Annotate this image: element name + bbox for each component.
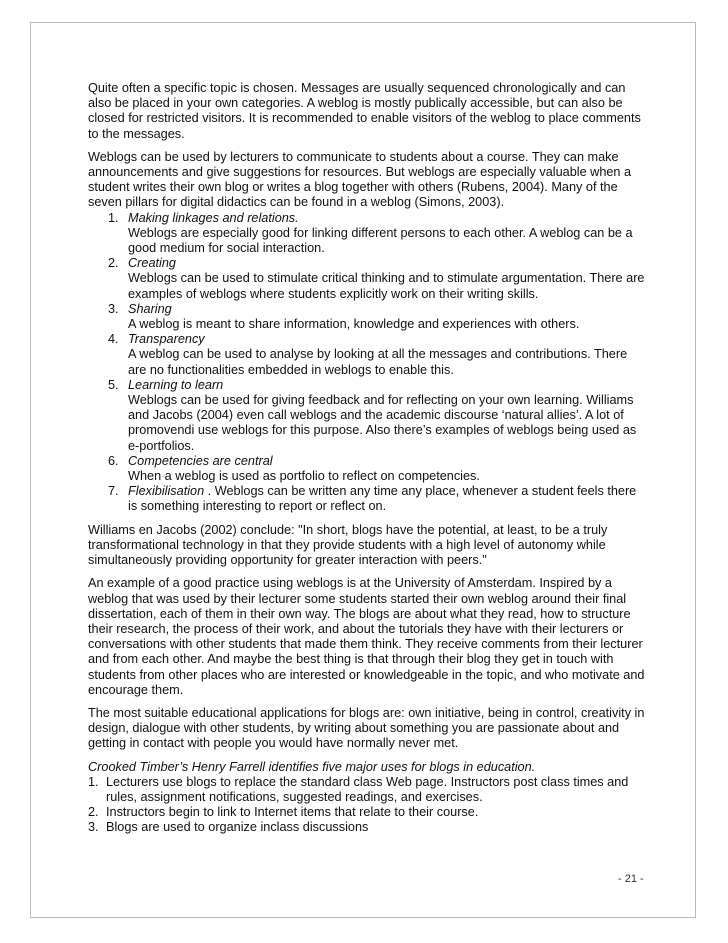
list-text: Blogs are used to organize inclass discussions bbox=[106, 820, 369, 835]
pillar-text: Weblogs can be used to stimulate critical thinking and to stimulate argumentation. There are examples of weblogs where students explicitly work on their writing skills. bbox=[128, 271, 645, 301]
paragraph-farrell: Crooked Timber’s Henry Farrell identifies five major uses for blogs in education. bbox=[88, 759, 536, 774]
page-number: - 21 - bbox=[618, 873, 644, 885]
pillar-title: Making linkages and relations. bbox=[128, 210, 299, 225]
pillar-title: Flexibilisation bbox=[128, 484, 205, 499]
pillar-text: . Weblogs can be written any time any place, whenever a student feels there is something interesting to report or reflect on. bbox=[128, 484, 637, 514]
paragraph-topic: Quite often a specific topic is chosen. Messages are usually sequenced chronologically and can also be placed in your own categories. A weblog is mostly publically accessible, but can also be closed for restricted visitors. It is recommended to enable visitors of the weblog to place comments to the messages. bbox=[88, 81, 641, 141]
list-number: 6. bbox=[108, 453, 119, 468]
list-item bbox=[88, 484, 648, 514]
pillar-text: Weblogs are especially good for linking different persons to each other. A weblog can be a good medium for social interaction. bbox=[128, 225, 633, 256]
pillar-title: Transparency bbox=[128, 332, 205, 347]
list-text: Lecturers use blogs to replace the standard class Web page. Instructors post class times and rules, assignment notifications, suggested readings, and exercises. bbox=[106, 774, 629, 804]
list-number: 2. bbox=[108, 256, 119, 271]
pillar-title: Learning to learn bbox=[128, 377, 224, 392]
paragraph-example: An example of a good practice using weblogs is at the University of Amsterdam. Inspired by a weblog that was used by their lecturer some students started their own weblog around their final dissertation, each of them in their own way. The blogs are about what they read, how to structure their research, the process of their work, and about the tutorials they have with their lecturers or conversations with other students that made them think. They receive comments from their lecturer and from each other. And maybe the best thing is that through their blog they get in touch with students from other places who are interested or knowledgeable in the topic, and who motivate and encourage them. bbox=[88, 576, 645, 697]
paragraph-quote: Williams en Jacobs (2002) conclude: "In short, blogs have the potential, at least, to be a truly transformational technology in that they provide students with a high level of autonomy while simultaneously providing opportunity for greater interaction with peers." bbox=[88, 522, 608, 568]
list-number: 5. bbox=[108, 377, 119, 392]
list-number: 1. bbox=[88, 774, 99, 789]
list-item bbox=[88, 332, 648, 378]
list-item bbox=[88, 211, 648, 257]
list-item bbox=[88, 302, 648, 332]
paragraph-applications: The most suitable educational applications for blogs are: own initiative, being in control, creativity in design, dialogue with other students, by writing about something you are passionate about and getting in contact with people you would have normally never met. bbox=[88, 705, 645, 751]
list-item bbox=[88, 820, 648, 835]
list-number: 3. bbox=[108, 301, 119, 316]
list-text: Instructors begin to link to Internet items that relate to their course. bbox=[106, 805, 479, 820]
list-item bbox=[88, 378, 648, 454]
paragraph-lecturers: Weblogs can be used by lecturers to communicate to students about a course. They can make announcements and give suggestions for resources. But weblogs are especially valuable when a student writes their own blog or writes a blog together with others (Rubens, 2004). Many of the seven pillars for digital didactics can be found in a weblog (Simons, 2003). bbox=[88, 149, 632, 210]
uses-list bbox=[88, 775, 648, 836]
pillar-text: Weblogs can be used for giving feedback and for reflecting on your own learning. Williams and Jacobs (2004) even call weblogs and the academic discourse ‘natural allies’. A lot of promovendi use weblogs for this purpose. Also there’s examples of weblogs being used as e-portfolios. bbox=[128, 393, 637, 453]
list-number: 7. bbox=[108, 484, 119, 499]
list-item bbox=[88, 775, 648, 805]
document-page bbox=[30, 22, 696, 918]
pillar-title: Sharing bbox=[128, 301, 172, 316]
pillar-title: Creating bbox=[128, 256, 176, 271]
list-number: 3. bbox=[88, 820, 99, 835]
list-number: 4. bbox=[108, 332, 119, 347]
pillar-text: A weblog can be used to analyse by looking at all the messages and contributions. There are no functionalities embedded in weblogs to enable this. bbox=[128, 347, 628, 377]
list-item bbox=[88, 256, 648, 302]
list-item bbox=[88, 454, 648, 484]
pillar-text: A weblog is meant to share information, knowledge and experiences with others. bbox=[128, 317, 580, 332]
pillar-text: When a weblog is used as portfolio to reflect on competencies. bbox=[128, 469, 480, 484]
list-number: 1. bbox=[108, 210, 119, 225]
page-content bbox=[88, 81, 648, 836]
list-item bbox=[88, 805, 648, 820]
pillars-list bbox=[88, 211, 648, 515]
pillar-title: Competencies are central bbox=[128, 453, 273, 468]
list-number: 2. bbox=[88, 805, 99, 820]
